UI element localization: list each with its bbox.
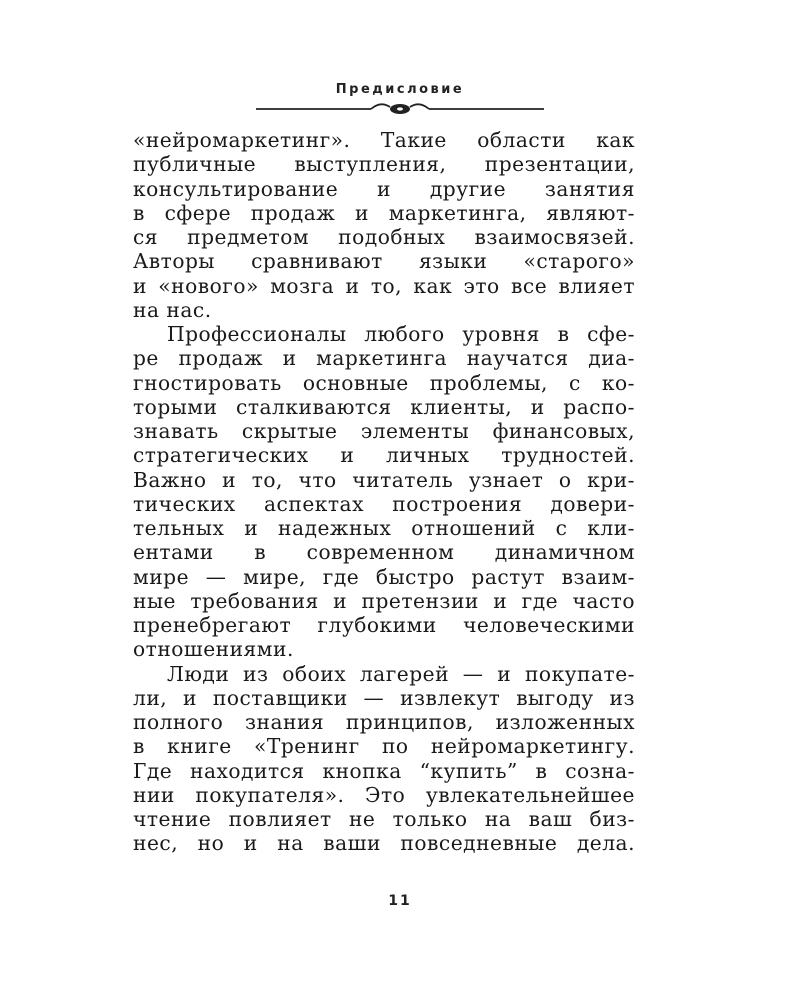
text-line: Где находится кнопка “купить” в созна-: [133, 758, 635, 783]
text-line: публичные выступления, презентации,: [133, 152, 635, 177]
text-line: отношениями.: [133, 637, 294, 662]
paragraph-first-line: Профессионалы любого уровня в сфе-: [167, 322, 635, 346]
text-line: знавать скрытые элементы финансовых,: [133, 419, 635, 443]
text-line: и «нового» мозга и то, как это все влияет: [133, 273, 635, 298]
text-line: Важно и то, что читатель узнает о кри-: [133, 467, 635, 492]
text-line: ре продаж и маркетинга научатся диа-: [133, 346, 635, 371]
text-line: чтение повлияет не только на ваш биз-: [133, 807, 635, 831]
text-line: тических аспектах построения довери-: [133, 491, 635, 516]
text-line: пренебрегают глубокими человеческими: [133, 613, 635, 637]
text-line: нес, но и на ваши повседневные дела.: [133, 831, 635, 856]
page-number: 11: [388, 893, 412, 909]
header-rule-ornament-icon: [256, 97, 544, 119]
text-line: нии покупателя». Это увлекательнейшее: [133, 782, 635, 807]
text-line: Авторы сравнивают языки «старого»: [133, 249, 635, 274]
paragraph-first-line: Люди из обоих лагерей — и покупате-: [167, 661, 635, 686]
text-line: торыми сталкиваются клиенты, и распо-: [133, 394, 635, 419]
text-line: полного знания принципов, изложенных: [133, 710, 635, 734]
text-line: мире — мире, где быстро растут взаим-: [133, 564, 635, 589]
text-line: ся предметом подобных взаимосвязей.: [133, 225, 635, 249]
body-text: [133, 128, 635, 856]
text-line: ентами в современном динамичном: [133, 540, 635, 565]
text-line: консультирование и другие занятия: [133, 176, 635, 201]
text-line: гностировать основные проблемы, с ко-: [133, 370, 635, 395]
text-line: ные требования и претензии и где часто: [133, 588, 635, 613]
text-line: в сфере продаж и маркетинга, являют-: [133, 200, 635, 225]
running-head-title: Предисловие: [335, 82, 465, 97]
text-line: тельных и надежных отношений с кли-: [133, 516, 635, 540]
text-line: ли, и поставщики — извлекут выгоду из: [133, 685, 635, 710]
text-line: на нас.: [133, 297, 212, 322]
text-line: «нейромаркетинг». Такие области как: [133, 128, 635, 152]
text-line: в книге «Тренинг по нейромаркетингу.: [133, 734, 635, 759]
text-line: стратегических и личных трудностей.: [133, 443, 635, 468]
